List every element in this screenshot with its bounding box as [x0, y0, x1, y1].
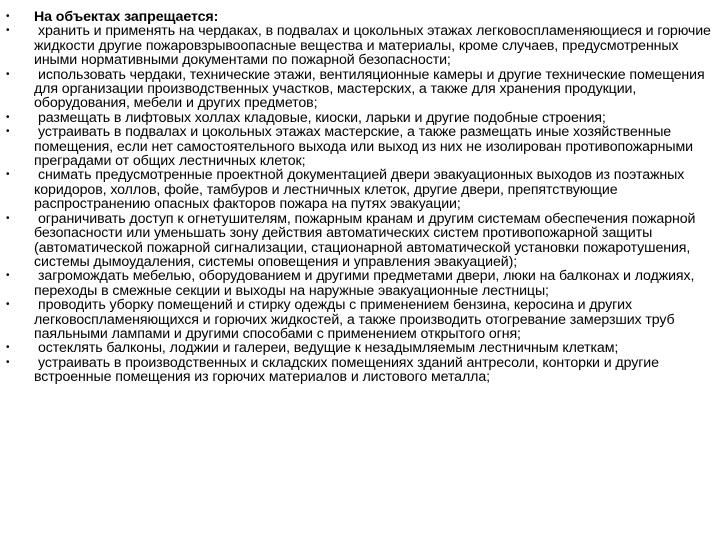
bullet-icon: • — [6, 11, 10, 22]
bullet-icon: • — [6, 25, 10, 37]
list-item — [0, 68, 712, 111]
list-item-text: устраивать в подвалах и цокольных этажах мастерские, а также размещать иные хозяйственные помещения, если нет самостоятельного выхода или выход из них не изолирован противопожарными преградами от общих лестничных клеток; — [34, 124, 693, 170]
bullet-icon: • — [6, 126, 10, 138]
list-item — [0, 212, 712, 270]
list-heading — [0, 10, 712, 24]
bullet-icon: • — [6, 212, 10, 224]
bullet-icon: • — [6, 169, 10, 181]
list-item-text: загромождать мебелью, оборудованием и другими предметами двери, люки на балконах и лоджиях, переходы в смежные секции и выходы на наружные эвакуационные лестницы; — [34, 268, 695, 299]
list-item-text: размещать в лифтовых холлах кладовые, киоски, ларьки и другие подобные строения; — [38, 109, 606, 126]
bullet-icon: • — [6, 356, 10, 368]
list-item — [0, 298, 712, 341]
list-item — [0, 341, 712, 355]
list-item-text: остеклять балконы, лоджии и галереи, ведущие к незадымляемым лестничным клеткам; — [38, 340, 619, 357]
list-item — [0, 356, 712, 385]
list-item — [0, 111, 712, 125]
list-item-text: хранить и применять на чердаках, в подвалах и цокольных этажах легковоспламеняющиеся и горючие жидкости другие пожаровзрывоопасные вещества и материалы, кроме случаев, предусмотренных иными нормативными документами по пожарной безопасности; — [34, 23, 711, 69]
list-item-text: проводить уборку помещений и стирку одежды с применением бензина, керосина и других легковоспламеняющихся и горючих жидкостей, а также производить отогревание замерзших труб паяльными лампами и другими способами с применением открытого огня; — [34, 297, 675, 342]
list-item — [0, 168, 712, 211]
list-item-text: снимать предусмотренные проектной документацией двери эвакуационных выходов из поэтажных коридоров, холлов, фойе, тамбуров и лестничных клеток, другие двери, препятствующие распространению опасных факторов пожара на путях эвакуации; — [34, 167, 685, 213]
heading-text: На объектах запрещается: — [34, 9, 219, 25]
list-item — [0, 24, 712, 67]
list-item-text: использовать чердаки, технические этажи, вентиляционные камеры и другие технические помещения для организации производственных участков, мастерских, а также для хранения продукции, оборудования, мебели и других предметов; — [34, 66, 705, 112]
bullet-icon: • — [6, 111, 10, 123]
bullet-icon: • — [6, 270, 10, 282]
bullet-icon: • — [6, 299, 10, 311]
list-item-text: устраивать в производственных и складских помещениях зданий антресоли, конторки и другие встроенные помещения из горючих материалов и листового металла; — [34, 354, 659, 386]
prohibitions-list — [0, 10, 712, 385]
list-item — [0, 269, 712, 298]
list-item — [0, 125, 712, 168]
bullet-icon: • — [6, 68, 10, 80]
bullet-icon: • — [6, 342, 10, 354]
list-item-text: ограничивать доступ к огнетушителям, пожарным кранам и другим системам обеспечения пожарной безопасности или уменьшать зону действия автоматических систем противопожарной защиты (автоматической пожарной сигнализации, стационарной автоматической установки пожаротушения, системы дымоудаления, системы оповещения и управления эвакуацией); — [34, 210, 696, 270]
